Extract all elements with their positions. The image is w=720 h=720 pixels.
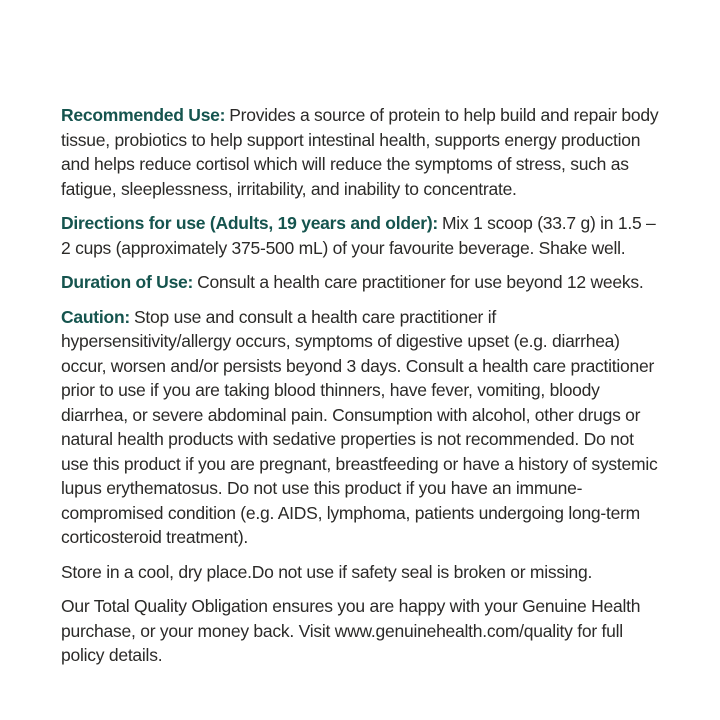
duration-paragraph xyxy=(61,270,662,295)
caution-paragraph xyxy=(61,305,662,550)
directions-heading: Directions for use (Adults, 19 years and older): xyxy=(61,213,438,233)
quality-guarantee-paragraph xyxy=(61,594,662,668)
quality-guarantee-body: Our Total Quality Obligation ensures you are happy with your Genuine Health purchase, or your money back. Visit www.genuinehealth.com/quality for full policy details. xyxy=(61,596,641,665)
recommended-use-body: Provides a source of protein to help build and repair body tissue, probiotics to help support intestinal health, supports energy production and helps reduce cortisol which will reduce the symptoms of stress, such as fatigue, sleeplessness, irritability, and inability to concentrate. xyxy=(61,105,659,199)
caution-heading: Caution: xyxy=(61,306,130,327)
recommended-use-paragraph xyxy=(61,103,662,201)
duration-heading: Duration of Use: xyxy=(61,272,194,292)
label-text-block xyxy=(61,103,662,678)
directions-paragraph xyxy=(61,211,662,260)
storage-paragraph xyxy=(61,560,662,585)
directions-body: Mix 1 scoop (33.7 g) in 1.5 – 2 cups (approximately 375-500 mL) of your favourite beverage. Shake well. xyxy=(61,213,656,258)
caution-body: Stop use and consult a health care practitioner if hypersensitivity/allergy occurs, symptoms of digestive upset (e.g. diarrhea) occur, worsen and/or persists beyond 3 days. Consult a health care practitioner prior to use if you are taking blood thinners, have fever, vomiting, bloody diarrhea, or severe abdominal pain. Consumption with alcohol, other drugs or natural health products with sedative properties is not recommended. Do not use this product if you are pregnant, breastfeeding or have a history of systemic lupus erythematosus. Do not use this product if you have an immune-compromised condition (e.g. AIDS, lymphoma, patients undergoing long-term corticosteroid treatment). xyxy=(61,306,658,547)
duration-body: Consult a health care practitioner for use beyond 12 weeks. xyxy=(197,272,644,292)
recommended-use-heading: Recommended Use: xyxy=(61,105,226,125)
storage-body: Store in a cool, dry place.Do not use if safety seal is broken or missing. xyxy=(61,561,593,582)
